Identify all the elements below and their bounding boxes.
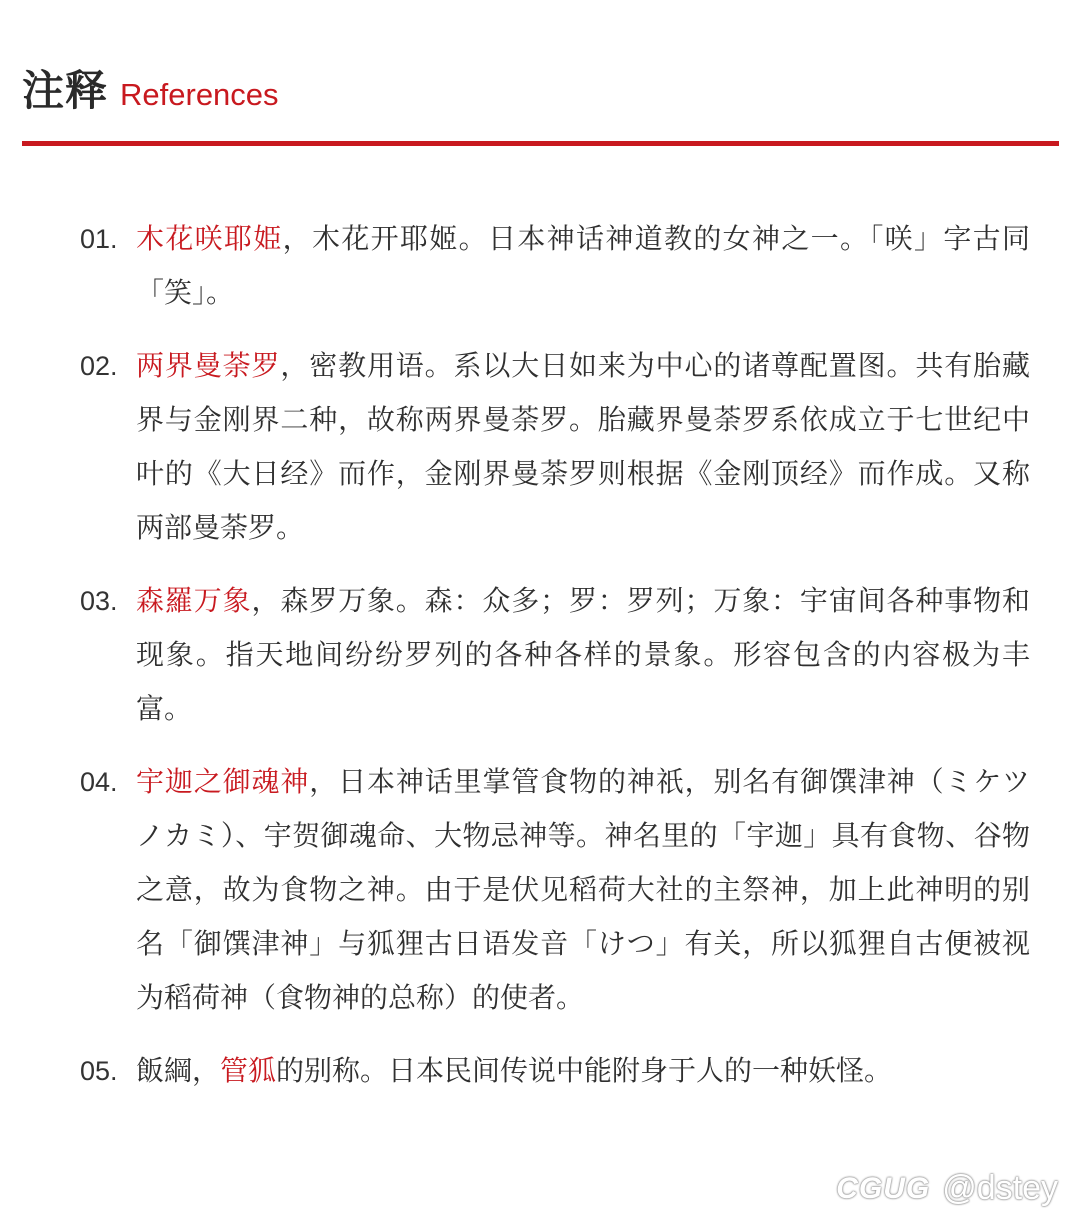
- reference-text: [136, 339, 1030, 555]
- page-subtitle: References: [120, 77, 279, 112]
- reference-item-03: [80, 574, 1030, 736]
- reference-number: 04.: [80, 767, 118, 797]
- reference-item-01: [80, 212, 1030, 320]
- reference-number: 03.: [80, 586, 118, 616]
- references-list: [80, 212, 1030, 1117]
- header-divider: [22, 141, 1059, 146]
- reference-number: 02.: [80, 351, 118, 381]
- reference-description: ，森罗万象。森：众多；罗：罗列；万象：宇宙间各种事物和现象。指天地间纷纷罗列的各种各样的景象。形容包含的内容极为丰富。: [136, 584, 1030, 725]
- reference-term: 宇迦之御魂神: [136, 765, 310, 798]
- reference-description: ，密教用语。系以大日如来为中心的诸尊配置图。共有胎藏界与金刚界二种，故称两界曼荼罗。胎藏界曼荼罗系依成立于七世纪中叶的《大日经》而作，金刚界曼荼罗则根据《金刚顶经》而作成。又称两部曼荼罗。: [136, 349, 1030, 544]
- reference-prefix: 飯綱，: [136, 1054, 221, 1087]
- reference-description: ，木花开耶姬。日本神话神道教的女神之一。「咲」字古同「笑」。: [136, 222, 1030, 309]
- reference-term: 管狐: [220, 1054, 277, 1087]
- reference-term: 森羅万象: [136, 584, 252, 617]
- reference-description: 的别称。日本民间传说中能附身于人的一种妖怪。: [276, 1054, 893, 1087]
- reference-term: 两界曼荼罗: [136, 349, 281, 382]
- watermark-handle: @dstey: [942, 1169, 1058, 1207]
- reference-description: ，日本神话里掌管食物的神祇，别名有御馔津神（ミケツノカミ）、宇贺御魂命、大物忌神等。神名里的「宇迦」具有食物、谷物之意，故为食物之神。由于是伏见稻荷大社的主祭神，加上此神明的别名「御馔津神」与狐狸古日语发音「けつ」有关，所以狐狸自古便被视为稻荷神（食物神的总称）的使者。: [136, 765, 1030, 1014]
- reference-number: 05.: [80, 1056, 118, 1086]
- reference-item-05: [80, 1044, 1030, 1098]
- reference-item-04: [80, 755, 1030, 1025]
- reference-term: 木花咲耶姫: [136, 222, 283, 255]
- page-header: [22, 58, 279, 122]
- watermark-logo: CGUG: [836, 1171, 931, 1205]
- reference-text: [136, 574, 1030, 736]
- reference-text: [136, 212, 1030, 320]
- reference-text: [136, 755, 1030, 1025]
- reference-item-02: [80, 339, 1030, 555]
- reference-text: [136, 1044, 1030, 1098]
- reference-number: 01.: [80, 224, 118, 254]
- page-title: 注释: [22, 66, 109, 115]
- watermark: [836, 1169, 1058, 1208]
